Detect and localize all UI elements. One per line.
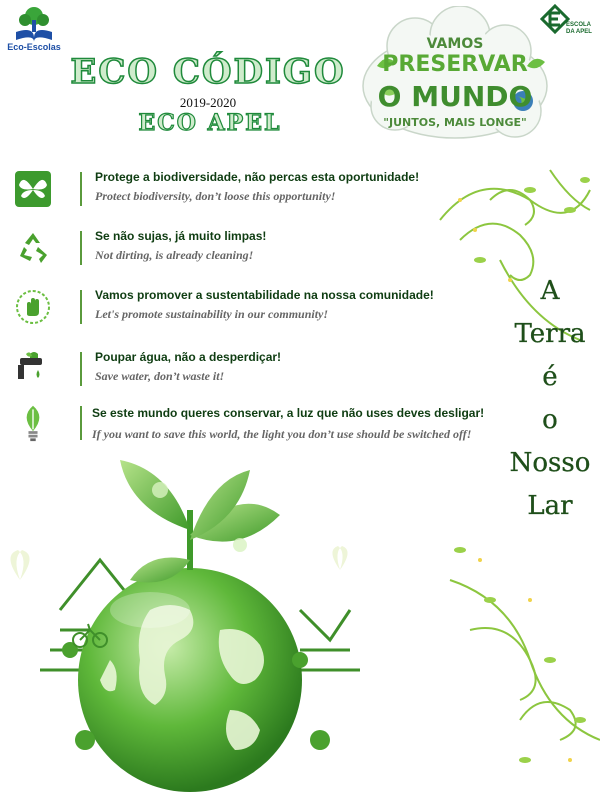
rule-text-pt: Se este mundo queres conservar, a luz que não uses deves desligar! bbox=[92, 406, 485, 420]
slogan-word: Nosso bbox=[509, 448, 591, 478]
school-label: ESCOLA DA APEL bbox=[566, 22, 592, 35]
green-globe-illustration bbox=[0, 440, 440, 800]
rule-divider bbox=[80, 352, 82, 386]
recycle-icon bbox=[14, 229, 52, 267]
community-hand-icon bbox=[14, 288, 52, 326]
eco-escolas-label: Eco-Escolas bbox=[7, 42, 61, 52]
rule-divider bbox=[80, 231, 82, 265]
lightbulb-leaf-icon bbox=[14, 404, 52, 442]
tree-book-icon bbox=[4, 4, 64, 44]
rule-divider bbox=[80, 172, 82, 206]
earth-home-slogan bbox=[500, 270, 600, 528]
slogan-word: Lar bbox=[527, 491, 573, 521]
slogan-word: A bbox=[540, 276, 560, 306]
page-title: ECO CÓDIGO bbox=[70, 52, 346, 92]
rule-divider bbox=[80, 406, 82, 440]
slogan-word: é bbox=[542, 362, 558, 392]
butterfly-icon bbox=[14, 170, 52, 208]
rule-biodiversity bbox=[0, 170, 600, 226]
slogan-word: Terra bbox=[514, 319, 586, 349]
cloud-line-o-mundo: O MUNDO bbox=[377, 80, 533, 113]
rule-text-pt: Protege a biodiversidade, não percas esta oportunidade! bbox=[95, 170, 420, 184]
rule-text-en: Let's promote sustainability in our community! bbox=[95, 307, 329, 321]
page-subtitle: ECO APEL bbox=[138, 110, 282, 136]
rule-text-pt: Poupar água, não a desperdiçar! bbox=[95, 350, 282, 364]
rule-divider bbox=[80, 290, 82, 324]
slogan-word: o bbox=[542, 405, 558, 435]
cloud-line-vamos: VAMOS bbox=[426, 36, 484, 52]
rule-text-en: Not dirting, is already cleaning! bbox=[95, 248, 254, 262]
preserve-world-cloud bbox=[355, 6, 555, 151]
rule-text-en: If you want to save this world, the light you don’t use should be switched off! bbox=[92, 427, 472, 441]
cloud-line-motto: "JUNTOS, MAIS LONGE" bbox=[383, 116, 527, 129]
cloud-line-preservar: PRESERVAR bbox=[382, 52, 528, 77]
school-year: 2019-2020 bbox=[179, 95, 237, 110]
rule-text-pt: Vamos promover a sustentabilidade na nossa comunidade! bbox=[95, 288, 434, 302]
rule-text-en: Protect biodiversity, don’t loose this opportunity! bbox=[95, 189, 336, 203]
eco-escolas-logo bbox=[4, 4, 62, 56]
cloud-icon bbox=[355, 6, 555, 151]
water-tap-icon bbox=[14, 350, 52, 388]
rule-text-pt: Se não sujas, já muito limpas! bbox=[95, 229, 267, 243]
rule-text-en: Save water, don’t waste it! bbox=[95, 369, 225, 383]
